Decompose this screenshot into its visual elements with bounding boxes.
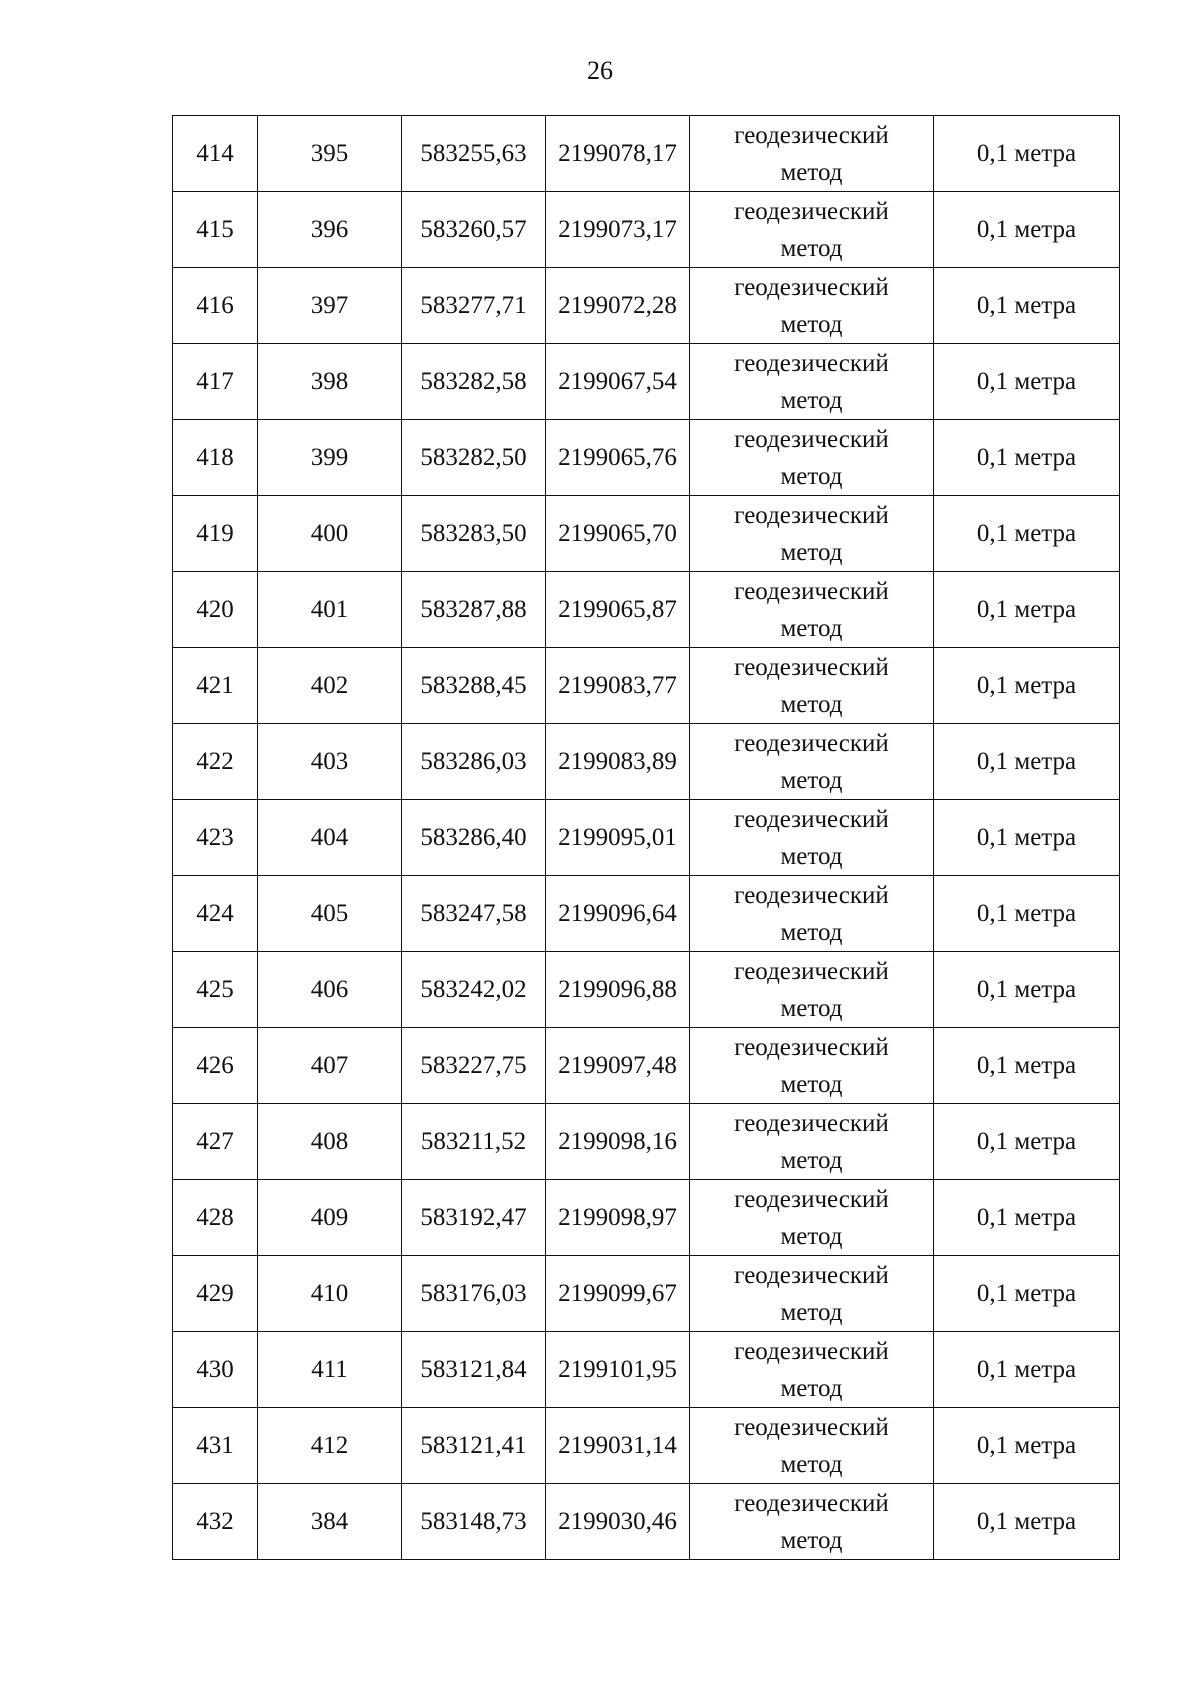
table-row: [173, 496, 1120, 572]
cell-y-coordinate: 2199098,97: [546, 1180, 690, 1256]
cell-precision: 0,1 метра: [934, 268, 1120, 344]
cell-y-coordinate: 2199065,70: [546, 496, 690, 572]
cell-precision: 0,1 метра: [934, 496, 1120, 572]
method-text-line: метод: [780, 1374, 843, 1402]
cell-y-coordinate: 2199096,64: [546, 876, 690, 952]
cell-point-number: 398: [258, 344, 402, 420]
table-row: [173, 1180, 1120, 1256]
cell-point-number: 401: [258, 572, 402, 648]
method-text-line: геодезический: [734, 349, 889, 377]
cell-precision: 0,1 метра: [934, 952, 1120, 1028]
cell-point-number: 404: [258, 800, 402, 876]
cell-point-number: 405: [258, 876, 402, 952]
cell-y-coordinate: 2199099,67: [546, 1256, 690, 1332]
method-text-line: метод: [780, 690, 843, 718]
cell-method: [690, 952, 934, 1028]
cell-x-coordinate: 583211,52: [402, 1104, 546, 1180]
cell-point-number: 408: [258, 1104, 402, 1180]
cell-point-number: 384: [258, 1484, 402, 1560]
table-row: [173, 1028, 1120, 1104]
cell-y-coordinate: 2199031,14: [546, 1408, 690, 1484]
cell-y-coordinate: 2199067,54: [546, 344, 690, 420]
method-text-line: геодезический: [734, 273, 889, 301]
method-text-line: геодезический: [734, 1109, 889, 1137]
cell-method: [690, 496, 934, 572]
cell-method: [690, 648, 934, 724]
cell-x-coordinate: 583121,41: [402, 1408, 546, 1484]
method-text-line: геодезический: [734, 1413, 889, 1441]
cell-y-coordinate: 2199073,17: [546, 192, 690, 268]
method-text-line: геодезический: [734, 1489, 889, 1517]
cell-index: 421: [173, 648, 258, 724]
table-row: [173, 1332, 1120, 1408]
cell-y-coordinate: 2199095,01: [546, 800, 690, 876]
cell-y-coordinate: 2199078,17: [546, 116, 690, 192]
cell-method: [690, 344, 934, 420]
cell-precision: 0,1 метра: [934, 192, 1120, 268]
cell-x-coordinate: 583288,45: [402, 648, 546, 724]
method-text-line: метод: [780, 1526, 843, 1554]
method-text-line: метод: [780, 386, 843, 414]
method-text-line: метод: [780, 234, 843, 262]
cell-method: [690, 1028, 934, 1104]
table-row: [173, 192, 1120, 268]
method-text-line: геодезический: [734, 197, 889, 225]
cell-precision: 0,1 метра: [934, 1104, 1120, 1180]
method-text-line: метод: [780, 1298, 843, 1326]
table-row: [173, 116, 1120, 192]
method-text-line: метод: [780, 766, 843, 794]
table-row: [173, 344, 1120, 420]
method-text-line: геодезический: [734, 729, 889, 757]
cell-x-coordinate: 583286,40: [402, 800, 546, 876]
table-row: [173, 800, 1120, 876]
coordinates-table: [172, 115, 1120, 1560]
table-row: [173, 1256, 1120, 1332]
cell-point-number: 410: [258, 1256, 402, 1332]
cell-precision: 0,1 метра: [934, 876, 1120, 952]
cell-method: [690, 1332, 934, 1408]
cell-precision: 0,1 метра: [934, 420, 1120, 496]
cell-x-coordinate: 583148,73: [402, 1484, 546, 1560]
cell-precision: 0,1 метра: [934, 800, 1120, 876]
cell-method: [690, 800, 934, 876]
cell-x-coordinate: 583176,03: [402, 1256, 546, 1332]
cell-point-number: 402: [258, 648, 402, 724]
table-row: [173, 420, 1120, 496]
cell-index: 431: [173, 1408, 258, 1484]
cell-method: [690, 420, 934, 496]
page-number: 26: [587, 56, 613, 85]
cell-index: 432: [173, 1484, 258, 1560]
cell-method: [690, 1408, 934, 1484]
cell-precision: 0,1 метра: [934, 1028, 1120, 1104]
method-text-line: метод: [780, 1146, 843, 1174]
cell-index: 430: [173, 1332, 258, 1408]
method-text-line: метод: [780, 842, 843, 870]
method-text-line: метод: [780, 462, 843, 490]
cell-point-number: 409: [258, 1180, 402, 1256]
cell-point-number: 406: [258, 952, 402, 1028]
cell-method: [690, 192, 934, 268]
cell-point-number: 396: [258, 192, 402, 268]
method-text-line: геодезический: [734, 121, 889, 149]
cell-y-coordinate: 2199072,28: [546, 268, 690, 344]
cell-method: [690, 1104, 934, 1180]
cell-precision: 0,1 метра: [934, 1408, 1120, 1484]
cell-index: 424: [173, 876, 258, 952]
method-text-line: метод: [780, 158, 843, 186]
cell-y-coordinate: 2199097,48: [546, 1028, 690, 1104]
cell-x-coordinate: 583277,71: [402, 268, 546, 344]
method-text-line: геодезический: [734, 501, 889, 529]
table-row: [173, 268, 1120, 344]
method-text-line: геодезический: [734, 805, 889, 833]
cell-method: [690, 724, 934, 800]
cell-method: [690, 1180, 934, 1256]
method-text-line: метод: [780, 310, 843, 338]
cell-x-coordinate: 583255,63: [402, 116, 546, 192]
cell-y-coordinate: 2199065,87: [546, 572, 690, 648]
cell-index: 417: [173, 344, 258, 420]
cell-index: 422: [173, 724, 258, 800]
cell-method: [690, 572, 934, 648]
method-text-line: метод: [780, 614, 843, 642]
cell-y-coordinate: 2199083,89: [546, 724, 690, 800]
table-row: [173, 572, 1120, 648]
cell-method: [690, 1256, 934, 1332]
cell-x-coordinate: 583242,02: [402, 952, 546, 1028]
cell-point-number: 395: [258, 116, 402, 192]
method-text-line: геодезический: [734, 1337, 889, 1365]
cell-method: [690, 876, 934, 952]
cell-index: 420: [173, 572, 258, 648]
cell-point-number: 412: [258, 1408, 402, 1484]
table-row: [173, 876, 1120, 952]
cell-precision: 0,1 метра: [934, 1180, 1120, 1256]
table-row: [173, 1484, 1120, 1560]
cell-x-coordinate: 583282,50: [402, 420, 546, 496]
method-text-line: метод: [780, 538, 843, 566]
cell-y-coordinate: 2199083,77: [546, 648, 690, 724]
cell-index: 428: [173, 1180, 258, 1256]
method-text-line: геодезический: [734, 957, 889, 985]
method-text-line: геодезический: [734, 653, 889, 681]
cell-x-coordinate: 583283,50: [402, 496, 546, 572]
cell-point-number: 411: [258, 1332, 402, 1408]
cell-index: 427: [173, 1104, 258, 1180]
table-row: [173, 952, 1120, 1028]
method-text-line: метод: [780, 1070, 843, 1098]
cell-precision: 0,1 метра: [934, 572, 1120, 648]
cell-x-coordinate: 583287,88: [402, 572, 546, 648]
cell-method: [690, 268, 934, 344]
cell-x-coordinate: 583192,47: [402, 1180, 546, 1256]
cell-index: 418: [173, 420, 258, 496]
cell-y-coordinate: 2199030,46: [546, 1484, 690, 1560]
cell-x-coordinate: 583227,75: [402, 1028, 546, 1104]
cell-point-number: 407: [258, 1028, 402, 1104]
cell-precision: 0,1 метра: [934, 1484, 1120, 1560]
method-text-line: метод: [780, 918, 843, 946]
cell-precision: 0,1 метра: [934, 1332, 1120, 1408]
cell-index: 419: [173, 496, 258, 572]
method-text-line: метод: [780, 994, 843, 1022]
method-text-line: геодезический: [734, 1185, 889, 1213]
cell-index: 414: [173, 116, 258, 192]
cell-index: 415: [173, 192, 258, 268]
method-text-line: метод: [780, 1222, 843, 1250]
method-text-line: геодезический: [734, 425, 889, 453]
cell-x-coordinate: 583247,58: [402, 876, 546, 952]
cell-index: 425: [173, 952, 258, 1028]
cell-precision: 0,1 метра: [934, 1256, 1120, 1332]
cell-point-number: 400: [258, 496, 402, 572]
cell-index: 426: [173, 1028, 258, 1104]
cell-y-coordinate: 2199098,16: [546, 1104, 690, 1180]
cell-x-coordinate: 583282,58: [402, 344, 546, 420]
cell-precision: 0,1 метра: [934, 116, 1120, 192]
method-text-line: метод: [780, 1450, 843, 1478]
cell-point-number: 397: [258, 268, 402, 344]
cell-point-number: 399: [258, 420, 402, 496]
cell-point-number: 403: [258, 724, 402, 800]
cell-x-coordinate: 583121,84: [402, 1332, 546, 1408]
method-text-line: геодезический: [734, 1261, 889, 1289]
cell-precision: 0,1 метра: [934, 648, 1120, 724]
cell-method: [690, 116, 934, 192]
cell-index: 416: [173, 268, 258, 344]
cell-y-coordinate: 2199065,76: [546, 420, 690, 496]
cell-y-coordinate: 2199096,88: [546, 952, 690, 1028]
table-row: [173, 648, 1120, 724]
table-row: [173, 1408, 1120, 1484]
cell-method: [690, 1484, 934, 1560]
table-row: [173, 1104, 1120, 1180]
cell-index: 429: [173, 1256, 258, 1332]
cell-precision: 0,1 метра: [934, 344, 1120, 420]
method-text-line: геодезический: [734, 1033, 889, 1061]
cell-index: 423: [173, 800, 258, 876]
cell-precision: 0,1 метра: [934, 724, 1120, 800]
method-text-line: геодезический: [734, 577, 889, 605]
cell-y-coordinate: 2199101,95: [546, 1332, 690, 1408]
table-row: [173, 724, 1120, 800]
coordinates-table-body: [173, 116, 1120, 1560]
cell-x-coordinate: 583286,03: [402, 724, 546, 800]
cell-x-coordinate: 583260,57: [402, 192, 546, 268]
method-text-line: геодезический: [734, 881, 889, 909]
